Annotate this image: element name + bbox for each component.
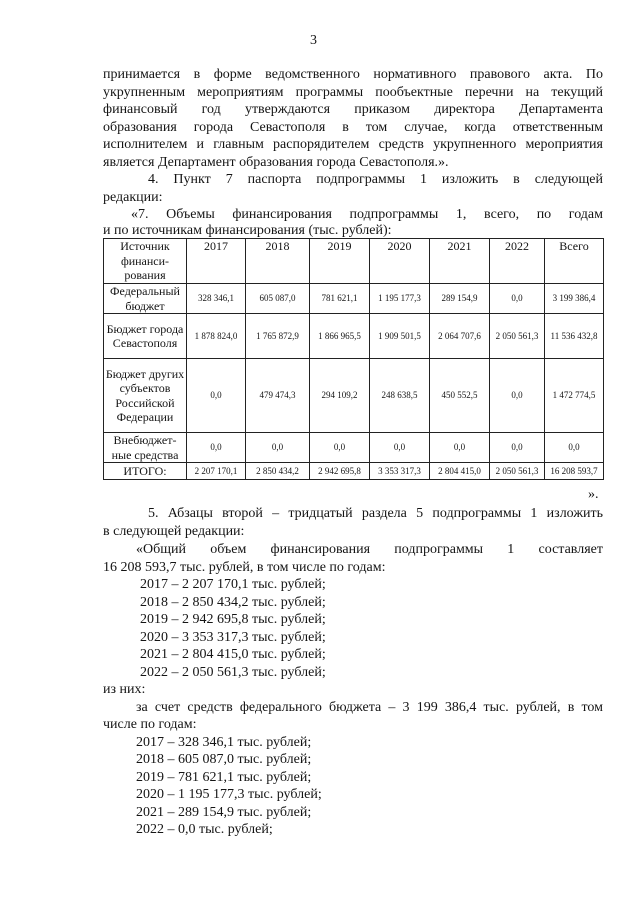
table-cell: 2 064 707,6 (430, 314, 490, 359)
year-line: 2020 – 3 353 317,3 тыс. рублей; (140, 629, 326, 645)
header-cell: 2017 (187, 239, 246, 284)
table-cell: 328 346,1 (187, 284, 246, 314)
table-cell: 450 552,5 (430, 359, 490, 433)
table-cell: 1 765 872,9 (246, 314, 310, 359)
table-cell: 0,0 (246, 433, 310, 463)
table-cell: 2 942 695,8 (310, 463, 370, 480)
federal-line-cont: числе по годам: (103, 717, 197, 732)
table-cell: 0,0 (490, 359, 545, 433)
page-number: 3 (310, 33, 317, 48)
table-cell: 2 850 434,2 (246, 463, 310, 480)
intro-line: укрупненным мероприятиям программы пообъектные перечни на текущий (103, 84, 603, 100)
table-cell: 1 866 965,5 (310, 314, 370, 359)
table-row (104, 433, 604, 463)
table-cell: 0,0 (490, 433, 545, 463)
header-cell: Источник финанси-рования (104, 239, 187, 284)
intro-line: принимается в форме ведомственного нормативного правового акта. По (103, 67, 603, 82)
table-cell: 781 621,1 (310, 284, 370, 314)
table-cell: 605 087,0 (246, 284, 310, 314)
table-cell: 479 474,3 (246, 359, 310, 433)
table-cell: 16 208 593,7 (545, 463, 604, 480)
table-cell: 0,0 (490, 284, 545, 314)
intro-line: финансовый год утверждаются приказом директора Департамента (103, 102, 603, 117)
row-source: Внебюджет-ные средства (104, 433, 187, 463)
row-source: ИТОГО: (104, 463, 187, 480)
table-cell: 2 050 561,3 (490, 314, 545, 359)
table-cell: 0,0 (545, 433, 604, 463)
table-total-row (104, 463, 604, 480)
table-close-quote: ». (588, 487, 599, 502)
header-cell: Всего (545, 239, 604, 284)
table-cell: 11 536 432,8 (545, 314, 604, 359)
table-cell: 2 050 561,3 (490, 463, 545, 480)
of-them-label: из них: (103, 682, 146, 697)
intro-line: исполнителем и главным распорядителем средств укрупненного мероприятия (103, 137, 603, 152)
header-cell: 2018 (246, 239, 310, 284)
table-cell: 2 804 415,0 (430, 463, 490, 480)
intro-line: является Департамент образования города Севастополя.». (103, 154, 449, 170)
header-cell: 2022 (490, 239, 545, 284)
header-cell: 2021 (430, 239, 490, 284)
federal-year-line: 2019 – 781 621,1 тыс. рублей; (136, 769, 312, 785)
federal-year-line: 2018 – 605 087,0 тыс. рублей; (136, 752, 312, 767)
year-line: 2018 – 2 850 434,2 тыс. рублей; (140, 594, 326, 610)
item5-quote-cont: 16 208 593,7 тыс. рублей, в том числе по годам: (103, 559, 386, 575)
row-source: Федеральный бюджет (104, 284, 187, 314)
table-cell: 0,0 (370, 433, 430, 463)
table-header-row (104, 239, 604, 284)
item5-heading: 5. Абзацы второй – тридцатый раздела 5 подпрограммы 1 изложить (148, 506, 603, 521)
row-source: Бюджет города Севастополя (104, 314, 187, 359)
table-row (104, 314, 604, 359)
federal-year-line: 2022 – 0,0 тыс. рублей; (136, 822, 273, 837)
table-row (104, 359, 604, 433)
federal-year-line: 2021 – 289 154,9 тыс. рублей; (136, 804, 312, 820)
table-cell: 0,0 (430, 433, 490, 463)
table-cell: 294 109,2 (310, 359, 370, 433)
item5-heading-cont: в следующей редакции: (103, 523, 245, 539)
item4-heading: 4. Пункт 7 паспорта подпрограммы 1 изложить в следующей (148, 172, 603, 187)
table-cell: 1 195 177,3 (370, 284, 430, 314)
item5-quote: «Общий объем финансирования подпрограммы 1 составляет (136, 542, 603, 557)
table-cell: 0,0 (310, 433, 370, 463)
year-line: 2017 – 2 207 170,1 тыс. рублей; (140, 577, 326, 592)
year-line: 2022 – 2 050 561,3 тыс. рублей; (140, 664, 326, 680)
table-cell: 0,0 (187, 433, 246, 463)
table-cell: 1 878 824,0 (187, 314, 246, 359)
financing-table (103, 238, 604, 480)
item4-quote-cont: и по источникам финансирования (тыс. рублей): (103, 223, 392, 238)
table-cell: 3 199 386,4 (545, 284, 604, 314)
header-cell: 2019 (310, 239, 370, 284)
item4-quote: «7. Объемы финансирования подпрограммы 1, всего, по годам (131, 207, 603, 222)
intro-line: образования города Севастополя в том случае, когда ответственным (103, 119, 603, 135)
table-cell: 3 353 317,3 (370, 463, 430, 480)
header-cell: 2020 (370, 239, 430, 284)
table-row (104, 284, 604, 314)
year-line: 2019 – 2 942 695,8 тыс. рублей; (140, 612, 326, 627)
table-cell: 248 638,5 (370, 359, 430, 433)
row-source: Бюджет других субъектов Российской Федерации (104, 359, 187, 433)
table-cell: 0,0 (187, 359, 246, 433)
federal-year-line: 2020 – 1 195 177,3 тыс. рублей; (136, 787, 322, 802)
item4-heading-cont: редакции: (103, 189, 163, 205)
table-cell: 1 909 501,5 (370, 314, 430, 359)
table-cell: 2 207 170,1 (187, 463, 246, 480)
federal-year-line: 2017 – 328 346,1 тыс. рублей; (136, 734, 312, 750)
year-line: 2021 – 2 804 415,0 тыс. рублей; (140, 647, 326, 662)
table-cell: 1 472 774,5 (545, 359, 604, 433)
table-cell: 289 154,9 (430, 284, 490, 314)
federal-line: за счет средств федерального бюджета – 3 199 386,4 тыс. рублей, в том (136, 699, 603, 715)
